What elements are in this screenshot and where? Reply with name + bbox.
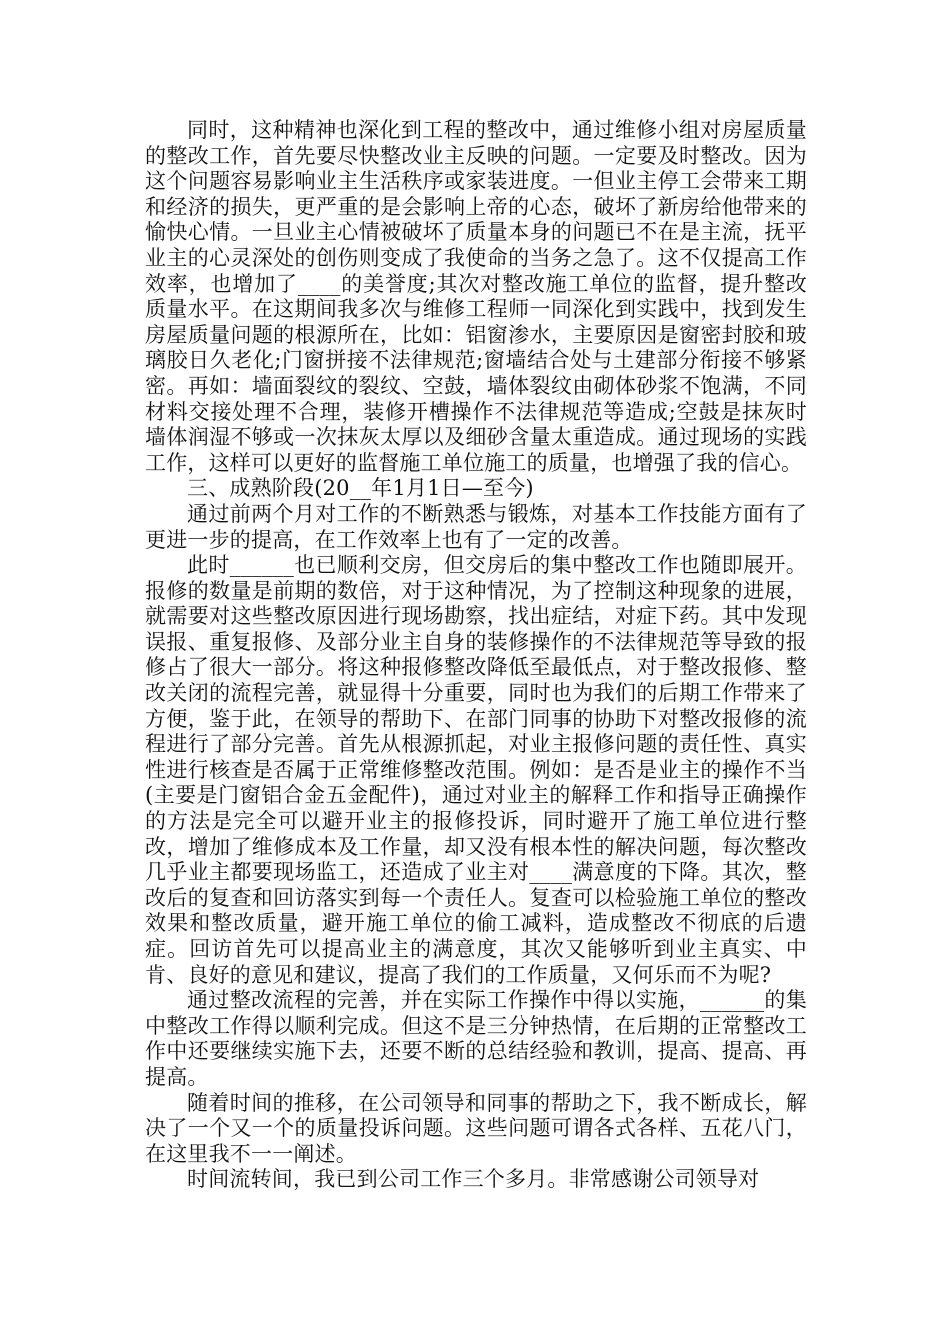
paragraph-rectification-work: 同时，这种精神也深化到工程的整改中，通过维修小组对房屋质量的整改工作，首先要尽快整改业主反映的问题。一定要及时整改。因为这个问题容易影响业主生活秩序或家装进度。一但业主停工会带来工期和经济的损失，更严重的是会影响上帝的心态，破坏了新房给他带来的愉快心情。一旦业主心情被破坏了质量本身的问题已不在是主流，抚平业主的心灵深处的创伤则变成了我使命的当务之急了。这不仅提高工作效率，也增加了____的美誉度;其次对整改施工单位的监督，提升整改质量水平。在这期间我多次与维修工程师一同深化到实践中，找到发生房屋质量问题的根源所在，比如：铝窗渗水，主要原因是窗密封胶和玻璃胶日久老化;门窗拼接不法律规范;窗墙结合处与土建部分衔接不够紧密。再如：墙面裂纹的裂纹、空鼓，墙体裂纹由砌体砂浆不饱满，不同材料交接处理不合理，装修开槽操作不法律规范等造成;空鼓是抹灰时墙体润湿不够或一次抹灰太厚以及细砂含量太重造成。通过现场的实践工作，这样可以更好的监督施工单位施工的质量，也增强了我的信心。 bbox=[145, 118, 807, 475]
paragraph-closing: 时间流转间，我已到公司工作三个多月。非常感谢公司领导对 bbox=[187, 1167, 760, 1192]
document-page bbox=[145, 118, 807, 1193]
paragraph-skill-improvement: 通过前两个月对工作的不断熟悉与锻炼，对基本工作技能方面有了更进一步的提高，在工作效率上也有了一定的改善。 bbox=[145, 501, 807, 552]
paragraph-process-improvement: 通过整改流程的完善，并在实际工作操作中得以实施，______的集中整改工作得以顺利完成。但这不是三分钟热情，在后期的正常整改工作中还要继续实施下去，还要不断的总结经验和教训，提高、提高、再提高。 bbox=[145, 988, 807, 1089]
paragraph-handover-rectification: 此时______也已顺利交房，但交房后的集中整改工作也随即展开。报修的数量是前期的数倍，对于这种情况，为了控制这种现象的进展，就需要对这些整改原因进行现场勘察，找出症结，对症下药。其中发现误报、重复报修、及部分业主自身的装修操作的不法律规范等导致的报修占了很大一部分。将这种报修整改降低至最低点，对于整改报修、整改关闭的流程完善，就显得十分重要，同时也为我们的后期工作带来了方便，鉴于此，在领导的帮助下、在部门同事的协助下对整改报修的流程进行了部分完善。首先从根源抓起，对业主报修问题的责任性、真实性进行核查是否属于正常维修整改范围。例如：是否是业主的操作不当(主要是门窗铝合金五金配件)，通过对业主的解释工作和指导正确操作的方法是完全可以避开业主的报修投诉，同时避开了施工单位进行整改，增加了维修成本及工作量，却又没有根本性的解决问题，每次整改几乎业主都要现场监工，还造成了业主对____满意度的下降。其次，整改后的复查和回访落实到每一个责任人。复查可以检验施工单位的整改效果和整改质量，避开施工单位的偷工减料，造成整改不彻底的后遗症。回访首先可以提高业主的满意度，其次又能够听到业主真实、中肯、良好的意见和建议，提高了我们的工作质量，又何乐而不为呢? bbox=[145, 553, 807, 987]
section-heading-mature-stage: 三、成熟阶段(20__年1月1日—至今) bbox=[187, 476, 534, 501]
paragraph-growth: 随着时间的推移，在公司领导和同事的帮助之下，我不断成长，解决了一个又一个的质量投诉问题。这些问题可谓各式各样、五花八门，在这里我不一一阐述。 bbox=[145, 1090, 807, 1166]
